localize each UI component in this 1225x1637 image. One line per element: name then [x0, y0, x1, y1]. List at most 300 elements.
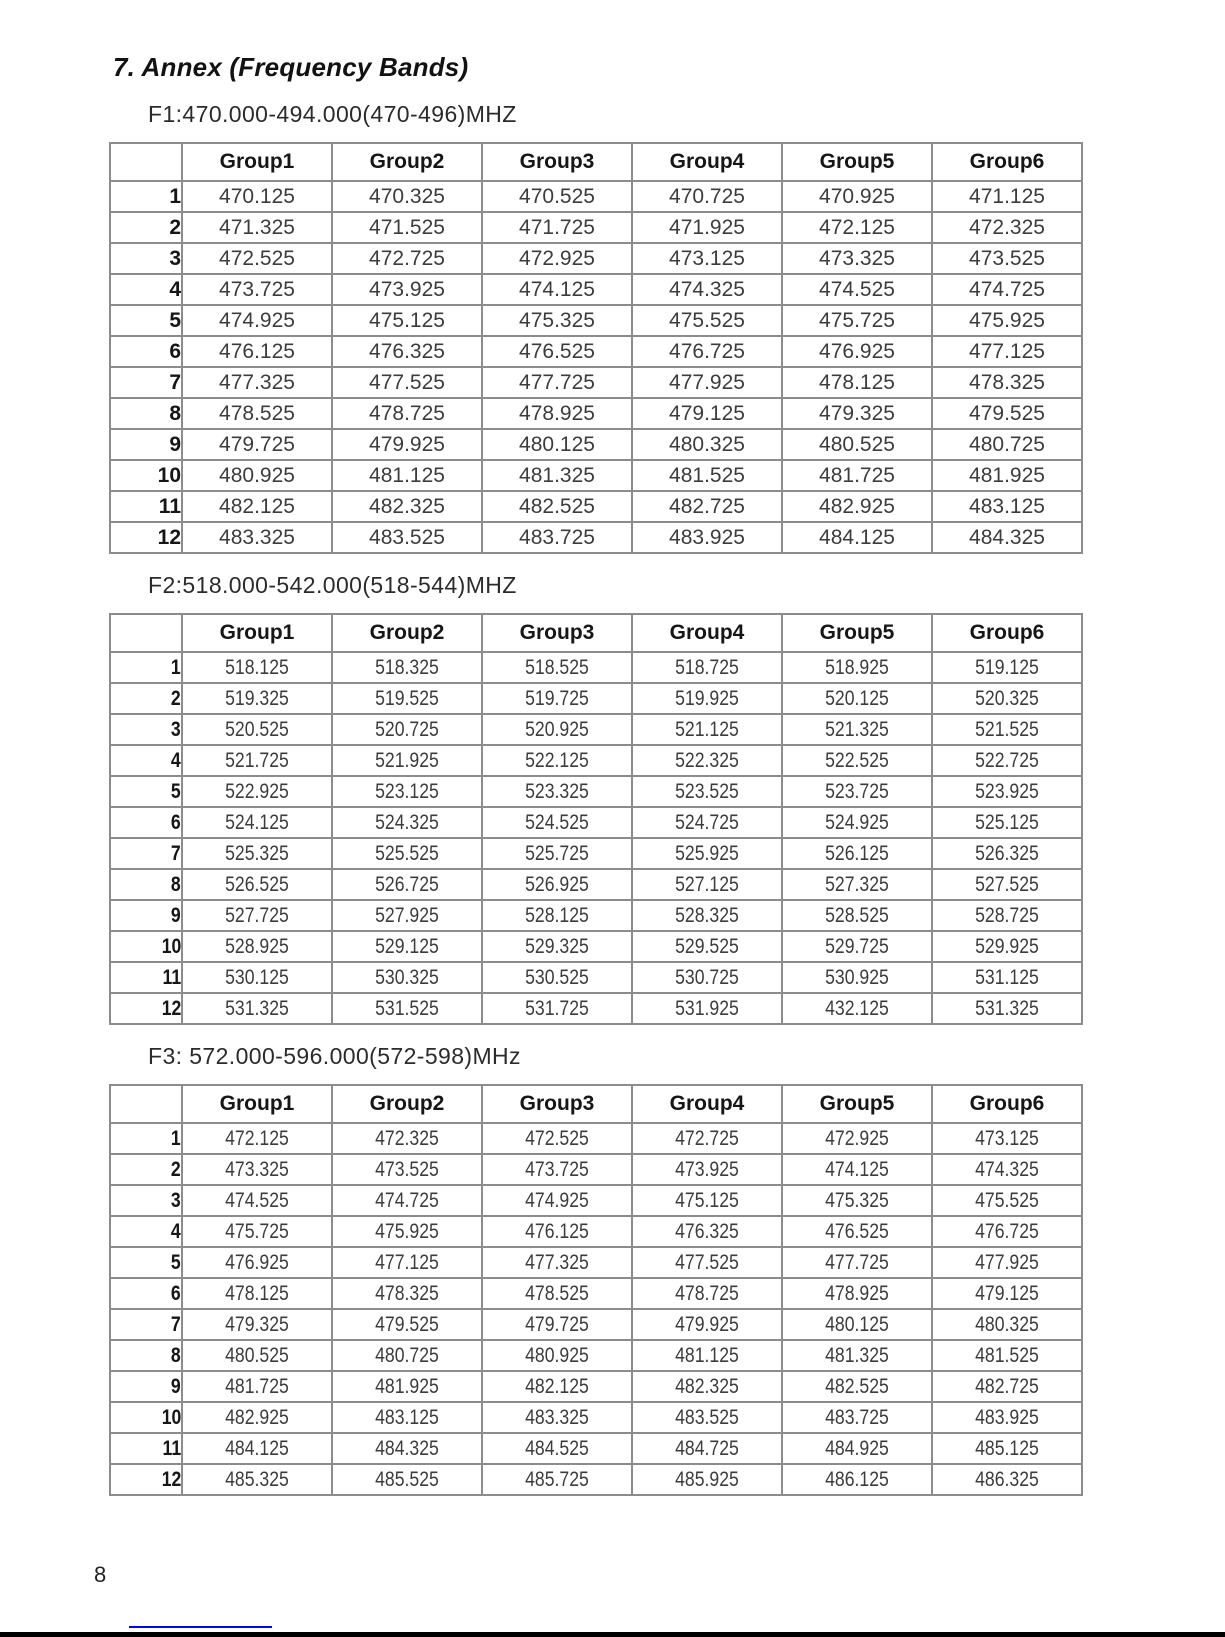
frequency-cell: 470.925 [782, 181, 932, 212]
frequency-cell: 478.725 [332, 398, 482, 429]
group-header-cell: Group3 [482, 1085, 632, 1123]
group-header-cell: Group3 [482, 143, 632, 181]
frequency-cell: 470.125 [182, 181, 332, 212]
row-number-cell: 2 [110, 683, 182, 714]
group-header-cell: Group4 [632, 143, 782, 181]
group-header-cell: Group4 [632, 1085, 782, 1123]
frequency-cell: 531.325 [932, 993, 1082, 1024]
row-number-cell: 7 [110, 367, 182, 398]
frequency-cell: 485.725 [482, 1464, 632, 1495]
table-row [110, 522, 1082, 553]
table-row [110, 931, 1082, 962]
frequency-cell: 526.125 [782, 838, 932, 869]
frequency-cell: 483.125 [332, 1402, 482, 1433]
frequency-cell: 472.725 [332, 243, 482, 274]
frequency-cell: 475.925 [332, 1216, 482, 1247]
frequency-cell: 472.125 [182, 1123, 332, 1154]
frequency-cell: 475.725 [782, 305, 932, 336]
frequency-cell: 476.725 [932, 1216, 1082, 1247]
frequency-cell: 479.525 [932, 398, 1082, 429]
frequency-cell: 475.525 [932, 1185, 1082, 1216]
table-row [110, 429, 1082, 460]
frequency-cell: 530.925 [782, 962, 932, 993]
frequency-cell: 518.925 [782, 652, 932, 683]
frequency-cell: 477.125 [932, 336, 1082, 367]
frequency-cell: 470.725 [632, 181, 782, 212]
frequency-cell: 472.525 [182, 243, 332, 274]
frequency-cell: 481.925 [332, 1371, 482, 1402]
frequency-cell: 529.325 [482, 931, 632, 962]
frequency-cell: 484.925 [782, 1433, 932, 1464]
group-header-cell: Group5 [782, 1085, 932, 1123]
frequency-cell: 519.525 [332, 683, 482, 714]
frequency-cell: 520.325 [932, 683, 1082, 714]
frequency-cell: 474.925 [182, 305, 332, 336]
frequency-cell: 531.725 [482, 993, 632, 1024]
header-row [110, 614, 1082, 652]
frequency-cell: 473.125 [932, 1123, 1082, 1154]
frequency-cell: 471.725 [482, 212, 632, 243]
row-number-cell: 3 [110, 243, 182, 274]
row-number-cell: 12 [110, 1464, 182, 1495]
frequency-cell: 481.525 [932, 1340, 1082, 1371]
frequency-cell: 473.525 [332, 1154, 482, 1185]
row-number-cell: 2 [110, 1154, 182, 1185]
frequency-cell: 524.725 [632, 807, 782, 838]
frequency-cell: 484.525 [482, 1433, 632, 1464]
frequency-cell: 479.325 [782, 398, 932, 429]
table-row [110, 900, 1082, 931]
frequency-cell: 477.525 [332, 367, 482, 398]
frequency-cell: 476.525 [782, 1216, 932, 1247]
band-label-f3: F3: 572.000-596.000(572-598)MHz [148, 1043, 521, 1069]
frequency-cell: 480.325 [632, 429, 782, 460]
frequency-cell: 526.725 [332, 869, 482, 900]
frequency-cell: 472.325 [332, 1123, 482, 1154]
frequency-cell: 525.725 [482, 838, 632, 869]
section-title: 7. Annex (Frequency Bands) [113, 52, 469, 82]
group-header-cell: Group6 [932, 143, 1082, 181]
row-number-cell: 10 [110, 1402, 182, 1433]
frequency-cell: 524.525 [482, 807, 632, 838]
frequency-cell: 521.725 [182, 745, 332, 776]
frequency-cell: 480.925 [482, 1340, 632, 1371]
frequency-cell: 479.125 [932, 1278, 1082, 1309]
row-number-cell: 6 [110, 1278, 182, 1309]
frequency-cell: 478.325 [332, 1278, 482, 1309]
frequency-cell: 528.725 [932, 900, 1082, 931]
frequency-cell: 478.125 [182, 1278, 332, 1309]
frequency-cell: 475.325 [482, 305, 632, 336]
frequency-cell: 474.725 [932, 274, 1082, 305]
frequency-cell: 471.525 [332, 212, 482, 243]
frequency-cell: 520.525 [182, 714, 332, 745]
frequency-cell: 473.925 [632, 1154, 782, 1185]
frequency-cell: 520.725 [332, 714, 482, 745]
frequency-cell: 483.525 [332, 522, 482, 553]
frequency-cell: 473.725 [482, 1154, 632, 1185]
frequency-cell: 518.725 [632, 652, 782, 683]
frequency-cell: 479.925 [632, 1309, 782, 1340]
frequency-cell: 485.925 [632, 1464, 782, 1495]
row-number-cell: 4 [110, 1216, 182, 1247]
frequency-cell: 474.325 [632, 274, 782, 305]
frequency-cell: 479.725 [482, 1309, 632, 1340]
table-row [110, 1402, 1082, 1433]
row-number-cell: 9 [110, 429, 182, 460]
row-number-cell: 8 [110, 1340, 182, 1371]
frequency-cell: 481.725 [782, 460, 932, 491]
table-row [110, 367, 1082, 398]
frequency-cell: 478.325 [932, 367, 1082, 398]
page-number: 8 [94, 1562, 107, 1587]
frequency-cell: 527.925 [332, 900, 482, 931]
group-header-cell: Group2 [332, 1085, 482, 1123]
table-row [110, 838, 1082, 869]
frequency-cell: 476.525 [482, 336, 632, 367]
frequency-cell: 525.125 [932, 807, 1082, 838]
group-header-cell: Group2 [332, 614, 482, 652]
frequency-cell: 476.925 [182, 1247, 332, 1278]
table-row [110, 714, 1082, 745]
frequency-cell: 519.725 [482, 683, 632, 714]
frequency-cell: 529.525 [632, 931, 782, 962]
table-row [110, 993, 1082, 1024]
row-number-cell: 1 [110, 1123, 182, 1154]
table-row [110, 807, 1082, 838]
frequency-cell: 476.125 [182, 336, 332, 367]
table-row [110, 491, 1082, 522]
frequency-cell: 519.925 [632, 683, 782, 714]
row-number-cell: 5 [110, 776, 182, 807]
frequency-cell: 524.925 [782, 807, 932, 838]
frequency-cell: 527.725 [182, 900, 332, 931]
frequency-cell: 481.325 [782, 1340, 932, 1371]
frequency-cell: 519.325 [182, 683, 332, 714]
row-number-cell: 5 [110, 305, 182, 336]
frequency-cell: 472.925 [782, 1123, 932, 1154]
frequency-cell: 481.125 [332, 460, 482, 491]
frequency-cell: 520.125 [782, 683, 932, 714]
table-row [110, 1123, 1082, 1154]
frequency-cell: 524.325 [332, 807, 482, 838]
row-number-cell: 10 [110, 460, 182, 491]
frequency-cell: 471.125 [932, 181, 1082, 212]
frequency-table-f2 [109, 613, 1083, 1025]
row-number-cell: 3 [110, 714, 182, 745]
row-number-cell: 10 [110, 931, 182, 962]
frequency-cell: 521.125 [632, 714, 782, 745]
table-row [110, 962, 1082, 993]
frequency-cell: 477.725 [482, 367, 632, 398]
group-header-cell: Group5 [782, 614, 932, 652]
frequency-cell: 480.925 [182, 460, 332, 491]
table-row [110, 1371, 1082, 1402]
group-header-cell: Group3 [482, 614, 632, 652]
table-row [110, 1464, 1082, 1495]
frequency-cell: 472.325 [932, 212, 1082, 243]
frequency-cell: 473.325 [182, 1154, 332, 1185]
row-number-cell: 5 [110, 1247, 182, 1278]
frequency-cell: 522.925 [182, 776, 332, 807]
table-row [110, 274, 1082, 305]
frequency-cell: 521.925 [332, 745, 482, 776]
frequency-cell: 485.525 [332, 1464, 482, 1495]
frequency-cell: 530.125 [182, 962, 332, 993]
footer-link-underline[interactable] [129, 1626, 272, 1628]
frequency-cell: 525.525 [332, 838, 482, 869]
frequency-cell: 521.325 [782, 714, 932, 745]
frequency-cell: 483.525 [632, 1402, 782, 1433]
frequency-cell: 480.525 [782, 429, 932, 460]
row-number-cell: 11 [110, 491, 182, 522]
frequency-cell: 523.925 [932, 776, 1082, 807]
table-row [110, 1185, 1082, 1216]
table-row [110, 305, 1082, 336]
table-row [110, 776, 1082, 807]
frequency-cell: 528.125 [482, 900, 632, 931]
frequency-cell: 486.125 [782, 1464, 932, 1495]
frequency-cell: 522.525 [782, 745, 932, 776]
table-row [110, 1216, 1082, 1247]
frequency-cell: 480.525 [182, 1340, 332, 1371]
corner-header-cell [110, 143, 182, 181]
page-bottom-bar [0, 1632, 1225, 1637]
frequency-cell: 478.925 [482, 398, 632, 429]
frequency-cell: 520.925 [482, 714, 632, 745]
frequency-cell: 529.925 [932, 931, 1082, 962]
row-number-cell: 7 [110, 838, 182, 869]
frequency-cell: 471.325 [182, 212, 332, 243]
row-number-cell: 8 [110, 398, 182, 429]
table-row [110, 1309, 1082, 1340]
frequency-cell: 522.725 [932, 745, 1082, 776]
row-number-cell: 12 [110, 993, 182, 1024]
frequency-cell: 480.125 [482, 429, 632, 460]
corner-header-cell [110, 614, 182, 652]
frequency-cell: 472.525 [482, 1123, 632, 1154]
table-row [110, 1278, 1082, 1309]
frequency-cell: 475.125 [332, 305, 482, 336]
frequency-cell: 474.925 [482, 1185, 632, 1216]
frequency-cell: 481.725 [182, 1371, 332, 1402]
frequency-cell: 472.925 [482, 243, 632, 274]
frequency-cell: 531.925 [632, 993, 782, 1024]
table-row [110, 398, 1082, 429]
row-number-cell: 4 [110, 745, 182, 776]
table-row [110, 683, 1082, 714]
frequency-cell: 527.525 [932, 869, 1082, 900]
frequency-cell: 484.125 [782, 522, 932, 553]
frequency-cell: 479.525 [332, 1309, 482, 1340]
row-number-cell: 1 [110, 652, 182, 683]
frequency-cell: 478.525 [182, 398, 332, 429]
frequency-cell: 474.725 [332, 1185, 482, 1216]
frequency-cell: 525.325 [182, 838, 332, 869]
frequency-cell: 524.125 [182, 807, 332, 838]
band-label-f2: F2:518.000-542.000(518-544)MHZ [148, 572, 517, 598]
frequency-cell: 470.525 [482, 181, 632, 212]
frequency-cell: 479.925 [332, 429, 482, 460]
frequency-cell: 472.125 [782, 212, 932, 243]
frequency-cell: 477.525 [632, 1247, 782, 1278]
frequency-cell: 482.325 [632, 1371, 782, 1402]
frequency-cell: 483.725 [482, 522, 632, 553]
frequency-cell: 475.725 [182, 1216, 332, 1247]
table-row [110, 336, 1082, 367]
table-row [110, 212, 1082, 243]
group-header-cell: Group6 [932, 1085, 1082, 1123]
frequency-cell: 529.725 [782, 931, 932, 962]
frequency-cell: 526.325 [932, 838, 1082, 869]
frequency-cell: 475.125 [632, 1185, 782, 1216]
frequency-cell: 470.325 [332, 181, 482, 212]
header-row [110, 143, 1082, 181]
table-row [110, 652, 1082, 683]
frequency-cell: 481.125 [632, 1340, 782, 1371]
table-row [110, 243, 1082, 274]
frequency-cell: 476.325 [332, 336, 482, 367]
frequency-cell: 483.925 [632, 522, 782, 553]
frequency-cell: 528.925 [182, 931, 332, 962]
group-header-cell: Group1 [182, 143, 332, 181]
frequency-cell: 482.525 [782, 1371, 932, 1402]
frequency-cell: 475.325 [782, 1185, 932, 1216]
frequency-cell: 484.325 [932, 522, 1082, 553]
frequency-cell: 475.925 [932, 305, 1082, 336]
frequency-cell: 474.525 [782, 274, 932, 305]
table-row [110, 869, 1082, 900]
frequency-cell: 530.725 [632, 962, 782, 993]
table-row [110, 460, 1082, 491]
row-number-cell: 7 [110, 1309, 182, 1340]
frequency-cell: 530.325 [332, 962, 482, 993]
frequency-cell: 483.725 [782, 1402, 932, 1433]
frequency-cell: 478.725 [632, 1278, 782, 1309]
frequency-cell: 478.125 [782, 367, 932, 398]
group-header-cell: Group6 [932, 614, 1082, 652]
row-number-cell: 9 [110, 1371, 182, 1402]
group-header-cell: Group5 [782, 143, 932, 181]
frequency-cell: 484.125 [182, 1433, 332, 1464]
frequency-cell: 474.525 [182, 1185, 332, 1216]
frequency-cell: 526.925 [482, 869, 632, 900]
frequency-cell: 480.325 [932, 1309, 1082, 1340]
frequency-cell: 519.125 [932, 652, 1082, 683]
frequency-cell: 483.325 [182, 522, 332, 553]
frequency-cell: 483.125 [932, 491, 1082, 522]
frequency-cell: 480.725 [332, 1340, 482, 1371]
frequency-cell: 518.525 [482, 652, 632, 683]
frequency-cell: 474.125 [782, 1154, 932, 1185]
corner-header-cell [110, 1085, 182, 1123]
row-number-cell: 2 [110, 212, 182, 243]
frequency-cell: 480.125 [782, 1309, 932, 1340]
frequency-cell: 523.325 [482, 776, 632, 807]
row-number-cell: 12 [110, 522, 182, 553]
frequency-cell: 477.125 [332, 1247, 482, 1278]
frequency-cell: 477.925 [632, 367, 782, 398]
frequency-cell: 478.525 [482, 1278, 632, 1309]
frequency-cell: 522.325 [632, 745, 782, 776]
row-number-cell: 3 [110, 1185, 182, 1216]
frequency-cell: 473.725 [182, 274, 332, 305]
frequency-cell: 484.725 [632, 1433, 782, 1464]
frequency-cell: 483.925 [932, 1402, 1082, 1433]
frequency-cell: 523.725 [782, 776, 932, 807]
frequency-cell: 485.125 [932, 1433, 1082, 1464]
frequency-cell: 531.325 [182, 993, 332, 1024]
frequency-cell: 522.125 [482, 745, 632, 776]
table-row [110, 1154, 1082, 1185]
frequency-cell: 531.525 [332, 993, 482, 1024]
frequency-cell: 481.525 [632, 460, 782, 491]
frequency-cell: 525.925 [632, 838, 782, 869]
frequency-cell: 482.525 [482, 491, 632, 522]
frequency-cell: 472.725 [632, 1123, 782, 1154]
frequency-cell: 473.525 [932, 243, 1082, 274]
frequency-cell: 527.325 [782, 869, 932, 900]
frequency-cell: 477.325 [482, 1247, 632, 1278]
frequency-cell: 482.925 [782, 491, 932, 522]
frequency-cell: 523.125 [332, 776, 482, 807]
frequency-cell: 483.325 [482, 1402, 632, 1433]
frequency-cell: 480.725 [932, 429, 1082, 460]
frequency-cell: 476.925 [782, 336, 932, 367]
row-number-cell: 6 [110, 807, 182, 838]
frequency-cell: 477.725 [782, 1247, 932, 1278]
row-number-cell: 9 [110, 900, 182, 931]
table-row [110, 181, 1082, 212]
frequency-cell: 475.525 [632, 305, 782, 336]
frequency-table-f1 [109, 142, 1083, 554]
row-number-cell: 8 [110, 869, 182, 900]
table-row [110, 745, 1082, 776]
frequency-cell: 476.725 [632, 336, 782, 367]
row-number-cell: 11 [110, 962, 182, 993]
frequency-cell: 474.125 [482, 274, 632, 305]
header-row [110, 1085, 1082, 1123]
frequency-cell: 529.125 [332, 931, 482, 962]
frequency-cell: 471.925 [632, 212, 782, 243]
frequency-cell: 477.925 [932, 1247, 1082, 1278]
frequency-cell: 518.125 [182, 652, 332, 683]
table-row [110, 1433, 1082, 1464]
frequency-cell: 518.325 [332, 652, 482, 683]
frequency-cell: 476.125 [482, 1216, 632, 1247]
table-row [110, 1340, 1082, 1371]
frequency-cell: 481.325 [482, 460, 632, 491]
frequency-cell: 479.125 [632, 398, 782, 429]
frequency-cell: 432.125 [782, 993, 932, 1024]
table-row [110, 1247, 1082, 1278]
frequency-cell: 484.325 [332, 1433, 482, 1464]
frequency-cell: 479.325 [182, 1309, 332, 1340]
frequency-cell: 482.125 [482, 1371, 632, 1402]
group-header-cell: Group2 [332, 143, 482, 181]
frequency-cell: 482.725 [932, 1371, 1082, 1402]
frequency-cell: 482.325 [332, 491, 482, 522]
frequency-cell: 482.925 [182, 1402, 332, 1433]
frequency-cell: 482.125 [182, 491, 332, 522]
frequency-cell: 528.525 [782, 900, 932, 931]
frequency-cell: 473.925 [332, 274, 482, 305]
frequency-cell: 479.725 [182, 429, 332, 460]
band-label-f1: F1:470.000-494.000(470-496)MHZ [148, 101, 517, 127]
frequency-cell: 528.325 [632, 900, 782, 931]
frequency-cell: 473.125 [632, 243, 782, 274]
row-number-cell: 1 [110, 181, 182, 212]
